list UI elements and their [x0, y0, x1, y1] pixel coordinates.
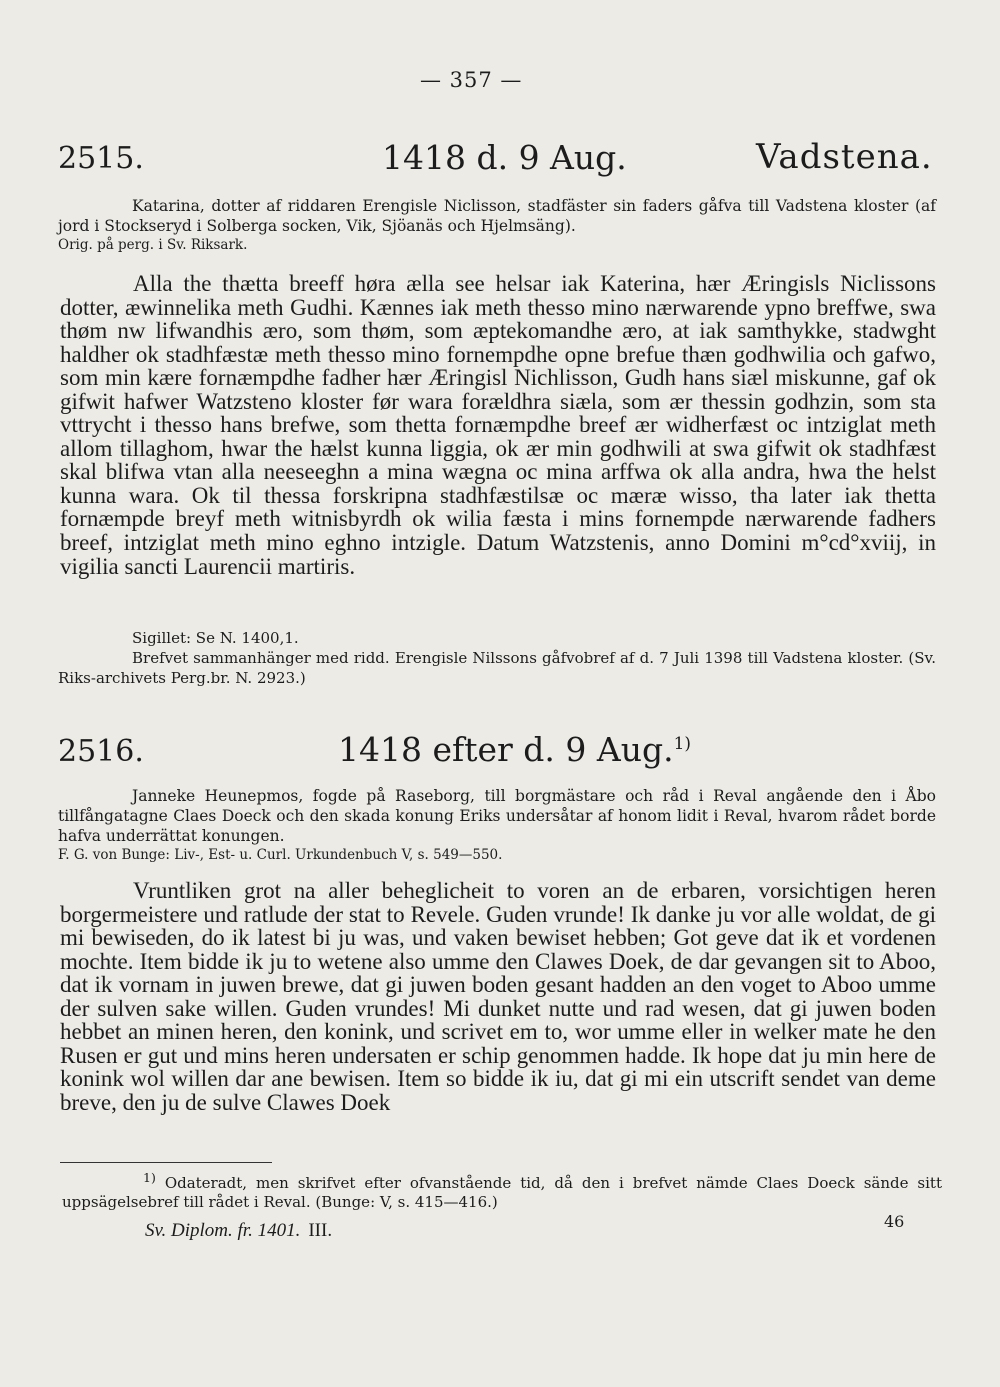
entry-date: 1418 efter d. 9 Aug.	[338, 730, 674, 769]
attached-note: Brefvet sammanhänger med ridd. Erengisle Nilssons gåfvobref af d. 7 Juli 1398 till Vadstena kloster. (Sv. Riks-archivets Perg.br. N. 2923.)	[58, 649, 936, 687]
notes-block	[58, 628, 936, 688]
series-title: Sv. Diplom. fr. 1401.	[145, 1220, 301, 1241]
entry-date-line	[338, 730, 691, 769]
folio-number: 46	[884, 1212, 905, 1231]
footnote-marker: 1)	[673, 734, 692, 754]
entry-number: 2515.	[58, 141, 144, 176]
entry-summary	[58, 196, 936, 255]
source-citation: F. G. von Bunge: Liv-, Est- u. Curl. Urkundenbuch V, s. 549—550.	[58, 847, 503, 863]
document-text: Vruntliken grot na aller beheglicheit to voren an de erbaren, vorsichtigen heren borgermeistere und ratlude der stat to Revele. Guden vrunde! Ik danke ju vor alle woldat, de gi mi bewiseden, do ik latest bi ju was, und vaken bewiset hebben; Got geve dat ik et vordenen mochte. Item bidde ik ju to wetene also umme den Clawes Doek, de dar gevangen sit to Aboo, dat ik vornam in juwen brewe, dat gi juwen boden gesant hadden an den voget to Aboo umme der sulven sake willen. Guden vrundes! Mi dunket nutte und rad wesen, dat gi juwen boden hebbet an minen heren, den konink, und scrivet em to, wor umme eller in welker mate he den Rusen er gut und mins heren undersaten er schip genommen hadde. Ik hope dat ju min here de konink wol willen dar ane bewisen. Item so bidde ik iu, dat gi mi ein utscrift sendet van deme breve, den ju de sulve Clawes Doek	[60, 878, 936, 1115]
footnote	[62, 1168, 942, 1212]
document-text: Alla the thætta breeff høra ælla see helsar iak Katerina, hær Æringisls Niclissons dotter, æwinnelika meth Gudhi. Kænnes iak meth thesso mino nærwarende ypno breffwe, swa thøm nw lifwandhis æro, som thøm, som æptekomandhe æro, at iak samthykke, stadwght haldher ok stadhfæstæ meth thesso mino fornempdhe opne brefue thæn godhwilia och gafwo, som min kære fornæmpdhe fadher hær Æringisl Nichlisson, Gudh hans siæl miskunne, gaf ok gifwit hafwer Watzsteno kloster før wara forældhra siæla, som ær thessin godhzin, som sta vttrycht i thesso hans brefwe, som thetta fornæmpdhe breef ær widherfæst oc intziglat meth allom tillaghom, hwar the hælst kunna liggia, ok ær min godhwili at swa gifwit ok stadhfæst skal blifwa vtan alla neeseeghn a mina wægna oc mina arffwa ok alla andra, hwa the helst kunna wara. Ok til thessa forskripna stadhfæstilsæ oc mæræ wisso, tha later iak thetta fornæmpde breyf meth witnisbyrdh ok wilia fæsta i mins fornempde nærwarende fadhers breef, intziglat meth mino eghno intzigle. Datum Watzstenis, anno Domini m°cd°xviij, in vigilia sancti Laurencii martiris.	[60, 271, 936, 579]
page-number: — 357 —	[420, 68, 523, 92]
summary-text: Katarina, dotter af riddaren Erengisle Niclisson, stadfäster sin faders gåfva till Vadstena kloster (af jord i Stockseryd i Solberga socken, Vik, Sjöanäs och Hjelmsäng).	[58, 197, 936, 235]
footnote-text: Odateradt, men skrifvet efter ofvanstående tid, då den i brefvet nämde Claes Doeck sände sitt uppsägelsebref till rådet i Reval. (Bunge: V, s. 415—416.)	[62, 1174, 942, 1211]
entry-number: 2516.	[58, 734, 144, 769]
footnote-mark: 1)	[143, 1170, 156, 1185]
footnote-divider	[60, 1162, 272, 1163]
entry-summary	[58, 786, 936, 865]
entry-date: 1418 d. 9 Aug.	[382, 138, 627, 177]
source-citation: Orig. på perg. i Sv. Riksark.	[58, 237, 248, 253]
seal-note: Sigillet: Se N. 1400,1.	[132, 629, 299, 647]
entry-place: Vadstena.	[756, 137, 933, 177]
signature-mark	[145, 1220, 332, 1242]
summary-text: Janneke Heunepmos, fogde på Raseborg, till borgmästare och råd i Reval angående den i Åbo tillfångatagne Claes Doeck och den skada konung Eriks undersåtar af honom lidit i Reval, hvarom rådet borde hafva underrättat konungen.	[58, 787, 936, 845]
volume-number: III.	[308, 1220, 333, 1241]
